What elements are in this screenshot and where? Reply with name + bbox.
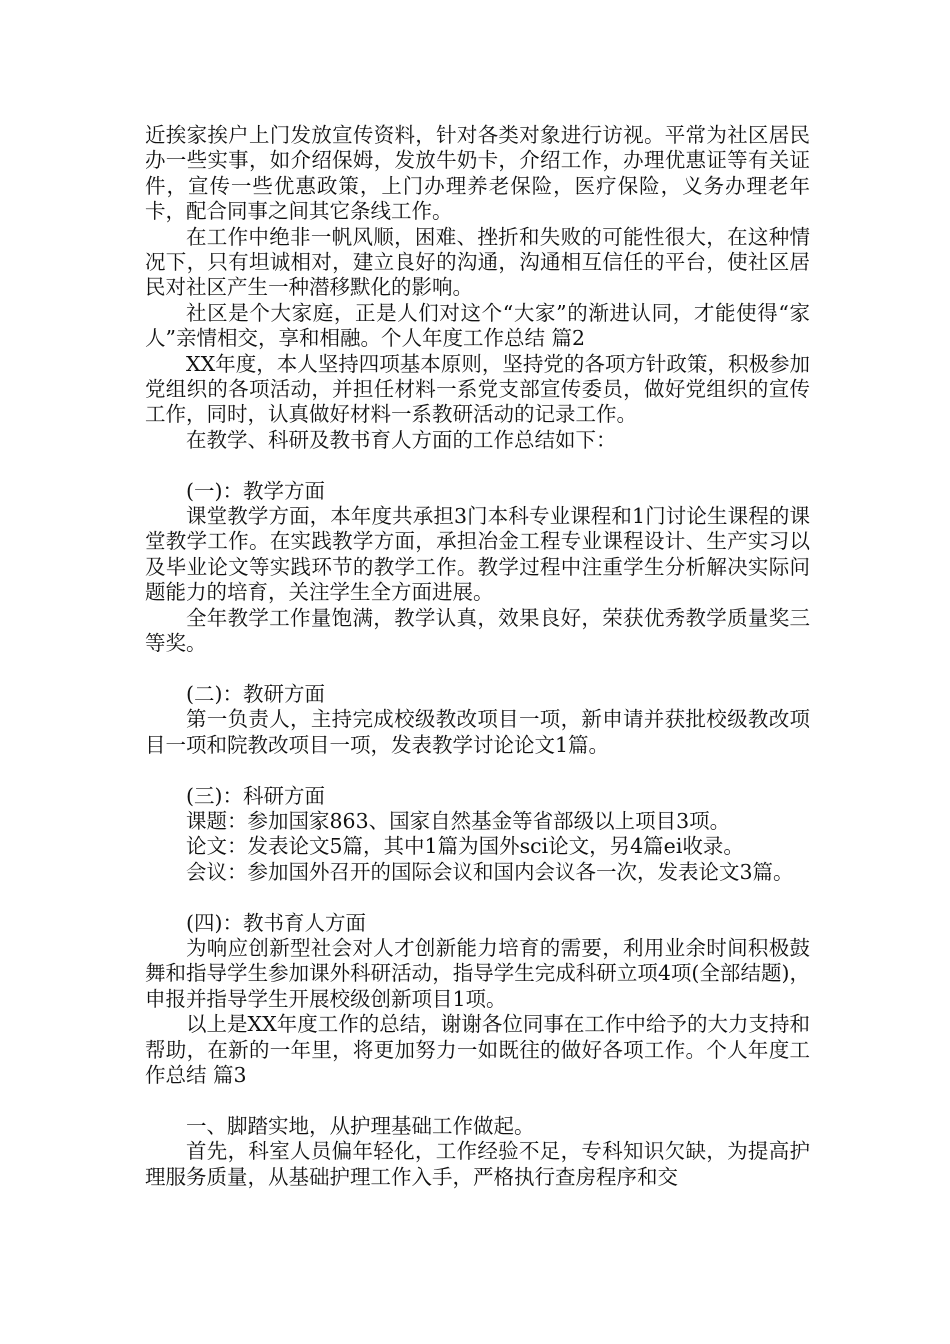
- blank-line: [145, 453, 810, 478]
- blank-line: [145, 885, 810, 910]
- paragraph-teaching-award: 全年教学工作量饱满，教学认真，效果良好，荣获优秀教学质量奖三等奖。: [145, 605, 810, 656]
- section-heading-nursing-basics: 一、脚踏实地，从护理基础工作做起。: [186, 1113, 535, 1138]
- paragraph-annual-principles: XX年度，本人坚持四项基本原则，坚持党的各项方针政策，积极参加党组织的各项活动，并担任材料一系党支部宣传委员，做好党组织的宣传工作，同时，认真做好材料一系教研活动的记录工作。: [145, 351, 810, 427]
- paragraph-community-work: 近挨家挨户上门发放宣传资料，针对各类对象进行访视。平常为社区居民办一些实事，如介绍保姆，发放牛奶卡，介绍工作，办理优惠证等有关证件，宣传一些优惠政策，上门办理养老保险，医疗保险，义务办理老年卡，配合同事之间其它条线工作。: [145, 123, 810, 224]
- paragraph-communication: 在工作中绝非一帆风顺，困难、挫折和失败的可能性很大，在这种情况下，只有坦诚相对，建立良好的沟通，沟通相互信任的平台，使社区居民对社区产生一种潜移默化的影响。: [145, 224, 810, 300]
- paragraph-annual-closing: 以上是XX年度工作的总结，谢谢各位同事在工作中给予的大力支持和帮助，在新的一年里，将更加努力一如既往的做好各项工作。个人年度工作总结 篇3: [145, 1012, 810, 1087]
- paragraph-research-papers: 论文：发表论文5篇，其中1篇为国外sci论文，另4篇ei收录。: [186, 834, 744, 859]
- blank-line: [145, 1088, 810, 1113]
- paragraph-student-guidance: 为响应创新型社会对人才创新能力培育的需要，利用业余时间积极鼓舞和指导学生参加课外科研活动，指导学生完成科研立项4项(全部结题)，申报并指导学生开展校级创新项目1项。: [145, 935, 810, 1011]
- paragraph-summary-intro: 在教学、科研及教书育人方面的工作总结如下：: [186, 427, 617, 452]
- section-heading-research: (三)：科研方面: [186, 783, 325, 808]
- paragraph-conferences: 会议：参加国外召开的国际会议和国内会议各一次，发表论文3篇。: [186, 859, 794, 884]
- blank-line: [145, 758, 810, 783]
- paragraph-community-family: 社区是个大家庭，正是人们对这个“大家”的渐进认同，才能使得“家人”亲情相交，享和相融。个人年度工作总结 篇2: [145, 300, 810, 351]
- paragraph-nursing-staff: 首先，科室人员偏年轻化，工作经验不足，专科知识欠缺，为提高护理服务质量，从基础护理工作入手，严格执行查房程序和交: [145, 1139, 810, 1189]
- paragraph-reform-projects: 第一负责人，主持完成校级教改项目一项，新申请并获批校级教改项目一项和院教改项目一项，发表教学讨论论文1篇。: [145, 707, 810, 757]
- paragraph-research-topics: 课题：参加国家863、国家自然基金等省部级以上项目3项。: [186, 808, 731, 833]
- document-body: [145, 123, 810, 1190]
- section-heading-teaching-research: (二)：教研方面: [186, 681, 325, 706]
- blank-line: [145, 657, 810, 682]
- paragraph-classroom-teaching: 课堂教学方面，本年度共承担3门本科专业课程和1门讨论生课程的课堂教学工作。在实践教学方面，承担冶金工程专业课程设计、生产实习以及毕业论文等实践环节的教学工作。教学过程中注重学生分析解决实际问题能力的培育，关注学生全方面进展。: [145, 504, 810, 605]
- section-heading-education: (四)：教书育人方面: [186, 910, 366, 935]
- section-heading-teaching: (一)：教学方面: [186, 478, 325, 503]
